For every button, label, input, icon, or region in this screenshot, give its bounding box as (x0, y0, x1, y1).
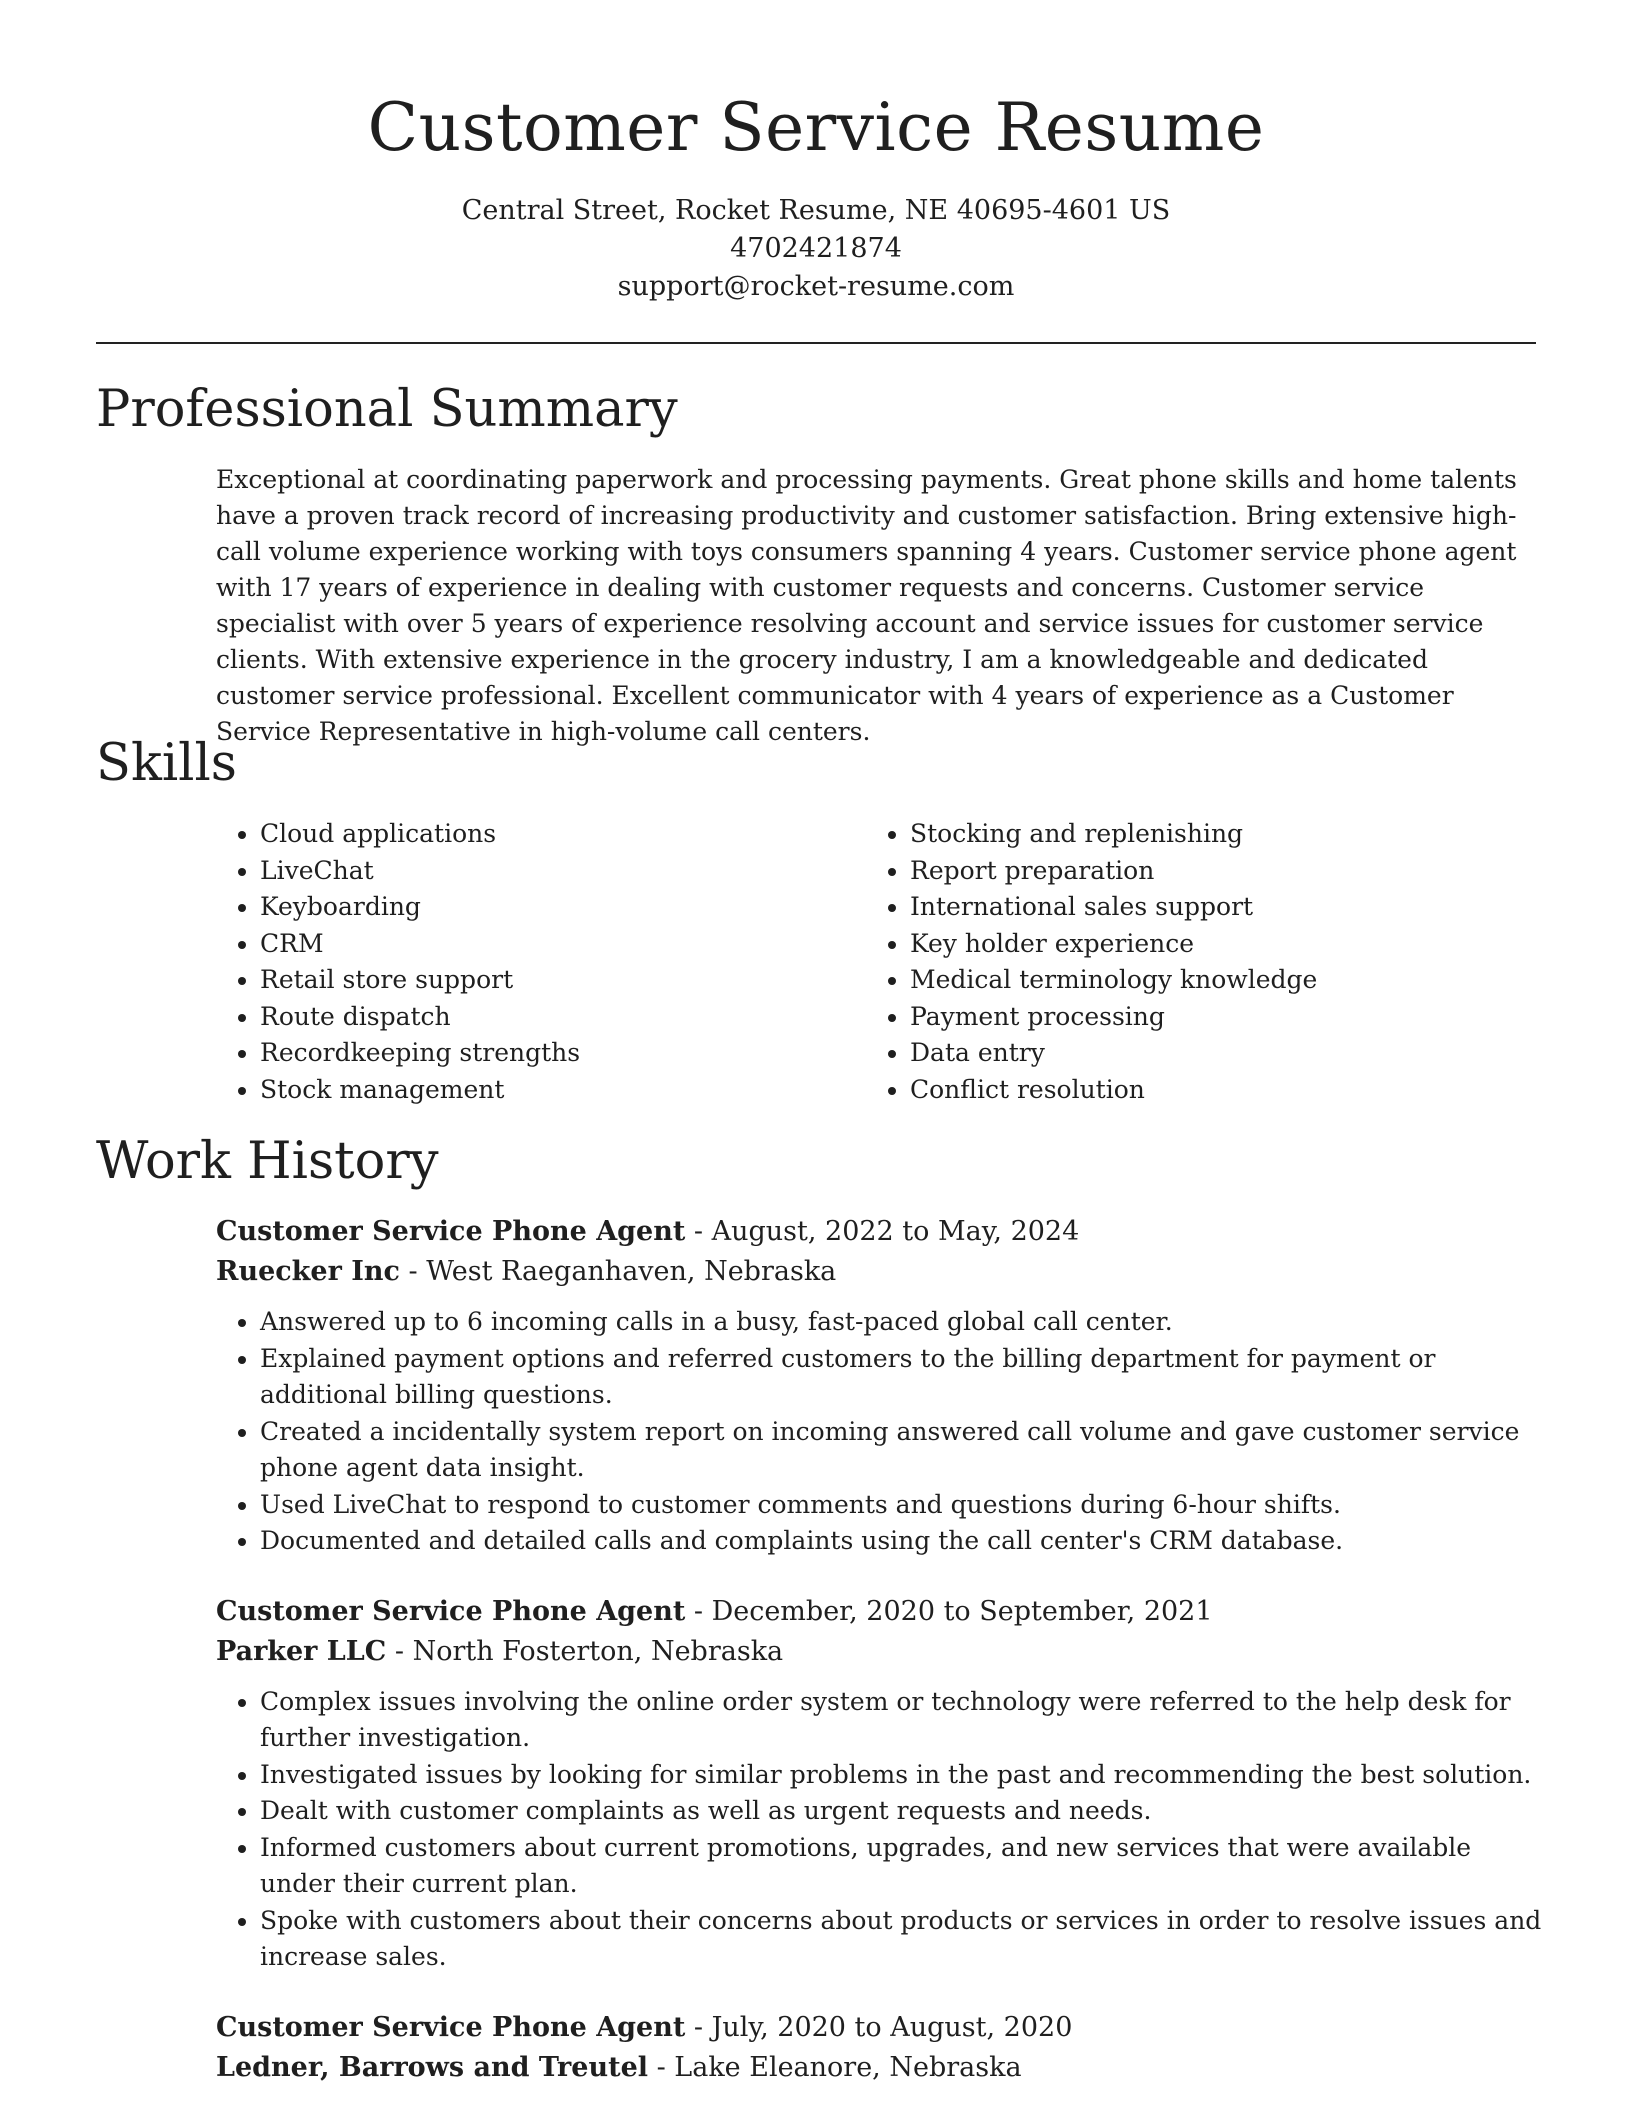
section-title-skills: Skills (96, 734, 237, 793)
resume-title: Customer Service Resume (367, 89, 1265, 166)
skills-column-left (216, 816, 866, 1108)
job-title: Customer Service Phone Agent (216, 2011, 686, 2043)
job-bullet: • Used LiveChat to respond to customer comments and questions during 6-hour shifts. (260, 1487, 1546, 1524)
skill-item: • Keyboarding (260, 889, 866, 926)
job-dates: - August, 2022 to May, 2024 (685, 1216, 1080, 1247)
job-title: Customer Service Phone Agent (216, 1216, 686, 1247)
job-bullets (216, 1304, 1546, 1560)
skills-column-right (866, 816, 1516, 1108)
job-entry (216, 2008, 1546, 2088)
resume-header (0, 80, 1632, 306)
job-entry (216, 1592, 1546, 1976)
skill-item: • Stocking and replenishing (910, 816, 1516, 853)
skill-item: • Cloud applications (260, 816, 866, 853)
job-bullet: • Informed customers about current promotions, upgrades, and new services that were available under their current plan. (260, 1830, 1546, 1903)
job-bullet: • Explained payment options and referred customers to the billing department for payment or additional billing questions. (260, 1341, 1546, 1414)
skill-item: • Report preparation (910, 853, 1516, 890)
skill-item: • CRM (260, 926, 866, 963)
job-location: - Lake Eleanore, Nebraska (648, 2051, 1022, 2083)
skill-item: • Key holder experience (910, 926, 1516, 963)
job-title-line (216, 1212, 1546, 1252)
skill-item: • LiveChat (260, 853, 866, 890)
job-company: Ledner, Barrows and Treutel (216, 2051, 648, 2083)
job-bullet: • Complex issues involving the online order system or technology were referred to the help desk for further investigation. (260, 1684, 1546, 1757)
section-title-work: Work History (96, 1132, 439, 1191)
skill-item: • Payment processing (910, 999, 1516, 1036)
job-bullets (216, 1684, 1546, 1976)
contact-phone: 4702421874 (730, 233, 902, 264)
job-bullet: • Created a incidentally system report on incoming answered call volume and gave customer service phone agent data insight. (260, 1414, 1546, 1487)
job-bullet: • Documented and detailed calls and complaints using the call center's CRM database. (260, 1523, 1546, 1560)
contact-block (0, 192, 1632, 306)
job-title-line (216, 1592, 1546, 1632)
skill-item: • Medical terminology knowledge (910, 962, 1516, 999)
job-bullet: • Spoke with customers about their concerns about products or services in order to resolve issues and increase sales. (260, 1903, 1546, 1976)
skill-item: • Stock management (260, 1072, 866, 1109)
contact-address: Central Street, Rocket Resume, NE 40695-4601 US (461, 195, 1171, 226)
job-company: Ruecker Inc (216, 1256, 400, 1287)
job-company-line (216, 1252, 1546, 1292)
job-bullet: • Investigated issues by looking for similar problems in the past and recommending the best solution. (260, 1757, 1546, 1794)
summary-text: Exceptional at coordinating paperwork and processing payments. Great phone skills and home talents have a proven track record of increasing productivity and customer satisfaction. Bring extensive high-call volume experience working with toys consumers spanning 4 years. Customer service phone agent with 17 years of experience in dealing with customer requests and concerns. Customer service specialist with over 5 years of experience resolving account and service issues for customer service clients. With extensive experience in the grocery industry, I am a knowledgeable and dedicated customer service professional. Excellent communicator with 4 years of experience as a Customer Service Representative in high-volume call centers. (216, 465, 1517, 746)
contact-email: support@rocket-resume.com (617, 271, 1015, 302)
job-entry (216, 1212, 1546, 1560)
job-title: Customer Service Phone Agent (216, 1595, 686, 1627)
job-dates: - July, 2020 to August, 2020 (685, 2011, 1073, 2043)
job-dates: - December, 2020 to September, 2021 (685, 1595, 1213, 1627)
job-location: - North Fosterton, Nebraska (386, 1635, 784, 1667)
job-company-line (216, 2048, 1546, 2088)
job-company: Parker LLC (216, 1635, 387, 1667)
job-location: - West Raeganhaven, Nebraska (399, 1256, 837, 1287)
job-title-line (216, 2008, 1546, 2048)
section-title-summary: Professional Summary (96, 380, 678, 439)
work-history-list (216, 1212, 1546, 2120)
job-bullet: • Dealt with customer complaints as well as urgent requests and needs. (260, 1793, 1546, 1830)
skill-item: • Conflict resolution (910, 1072, 1516, 1109)
header-divider (96, 342, 1536, 344)
skill-item: • Recordkeeping strengths (260, 1035, 866, 1072)
skill-item: • Data entry (910, 1035, 1516, 1072)
job-bullet: • Answered up to 6 incoming calls in a busy, fast-paced global call center. (260, 1304, 1546, 1341)
skill-item: • Retail store support (260, 962, 866, 999)
skill-item: • International sales support (910, 889, 1516, 926)
job-company-line (216, 1632, 1546, 1672)
skills-list (216, 816, 1546, 1108)
skill-item: • Route dispatch (260, 999, 866, 1036)
